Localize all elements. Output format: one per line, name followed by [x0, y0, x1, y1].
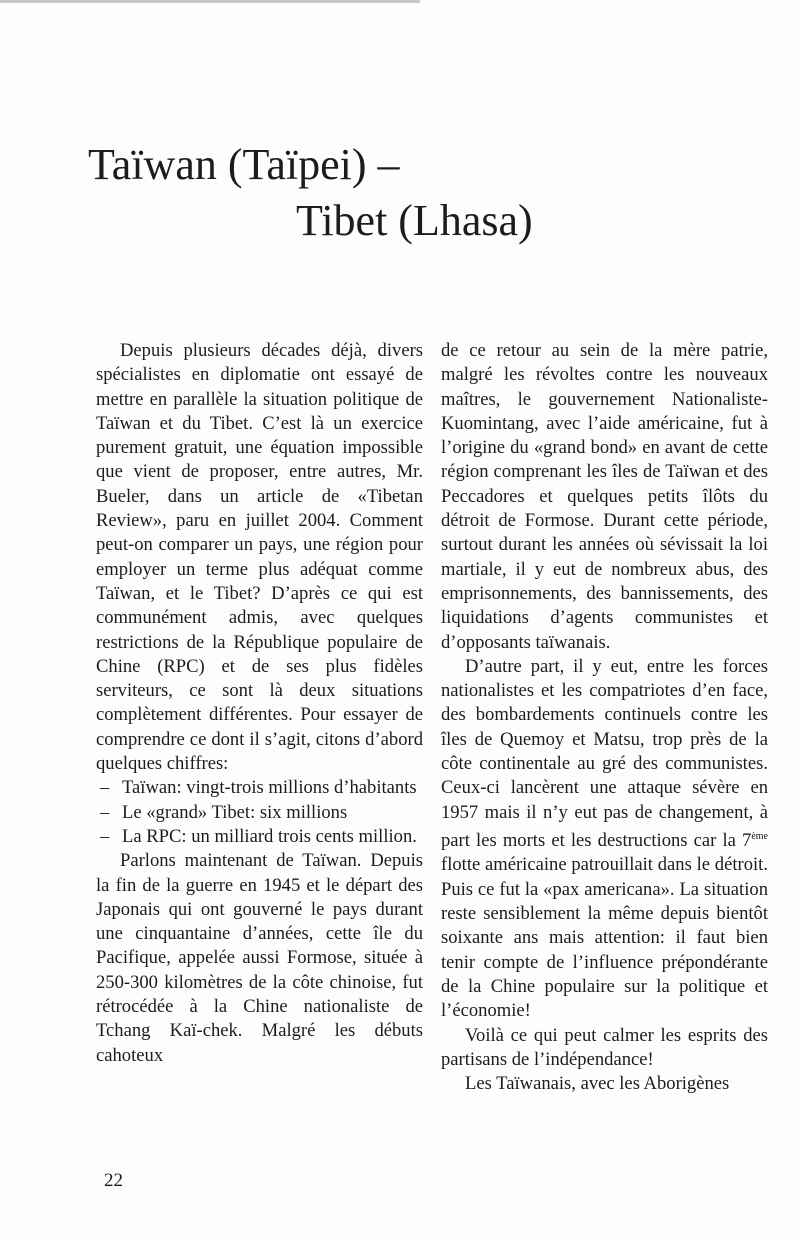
- ordinal-superscript: ème: [751, 830, 768, 842]
- paragraph: Depuis plusieurs décades déjà, divers spécialistes en diplomatie ont essayé de mettre en parallèle la situation politique de Taïwan et du Tibet. C’est là un exercice purement gratuit, une équation impossible que vient de proposer, entre autres, Mr. Bueler, dans un article de «Tibetan Review», paru en juillet 2004. Comment peut-on comparer un pays, une région pour employer un terme plus adéquat comme Taïwan, et le Tibet? D’après ce qui est communément admis, avec quelques restrictions de la République populaire de Chine (RPC) et de ses plus fidèles serviteurs, ce sont là deux situations complètement différentes. Pour essayer de comprendre ce dont il s’agit, citons d’abord quelques chiffres:: [96, 340, 423, 775]
- right-column: [441, 339, 768, 1096]
- paragraph: [441, 655, 768, 1024]
- list-item: – Le «grand» Tibet: six millions: [96, 801, 423, 825]
- paragraph: Parlons maintenant de Taïwan. Depuis la fin de la guerre en 1945 et le départ des Japonais qui ont gouverné le pays durant une cinquantaine d’années, cette île du Pacifique, appelée aussi Formose, située à 250-300 kilomètres de la côte chinoise, fut rétrocédée à la Chine nationaliste de Tchang Kaï-chek. Malgré les débuts cahoteux: [96, 850, 423, 1066]
- top-rule: [0, 0, 420, 3]
- paragraph-text: flotte américaine patrouillait dans le détroit. Puis ce fut la «pax americana». La situation reste sensiblement la même depuis bientôt soixante ans mais attention: il faut bien tenir compte de l’influence prépondérante de la Chine populaire sur la politique et l’économie!: [441, 854, 768, 1022]
- paragraph: Voilà ce qui peut calmer les esprits des partisans de l’indépendance!: [441, 1024, 768, 1070]
- chapter-title: [88, 137, 568, 249]
- figures-list: [96, 776, 423, 849]
- list-item: – La RPC: un milliard trois cents million.: [96, 825, 423, 849]
- paragraph-text: D’autre part, il y eut, entre les forces nationalistes et les compatriotes d’en face, des bombardements continuels contre les îles de Quemoy et Matsu, trop près de la côte continentale au gré des communistes. Ceux-ci lancèrent une attaque sévère en 1957 mais il n’y eut pas de changement, à part les morts et les destructions car la 7: [441, 655, 768, 852]
- chapter-title-line-2: Tibet (Lhasa): [296, 196, 533, 246]
- left-column: [96, 339, 423, 1068]
- chapter-title-line-1: Taïwan (Taïpei) –: [88, 140, 400, 190]
- paragraph: de ce retour au sein de la mère patrie, malgré les révoltes contre les nouveaux maîtres, le gouvernement Nationaliste-Kuomintang, avec l’aide américaine, fut à l’origine du «grand bond» en avant de cette région comprenant les îles de Taïwan et des Peccadores et quelques petits îlôts du détroit de Formose. Durant cette période, surtout durant les années où sévissait la loi martiale, il y eut de nombreux abus, des emprisonnements, des bannissements, des liquidations d’agents communistes et d’opposants taïwanais.: [441, 340, 768, 653]
- list-item: – Taïwan: vingt-trois millions d’habitants: [96, 776, 423, 800]
- paragraph: Les Taïwanais, avec les Aborigènes: [465, 1073, 730, 1095]
- page-number: 22: [104, 1170, 123, 1191]
